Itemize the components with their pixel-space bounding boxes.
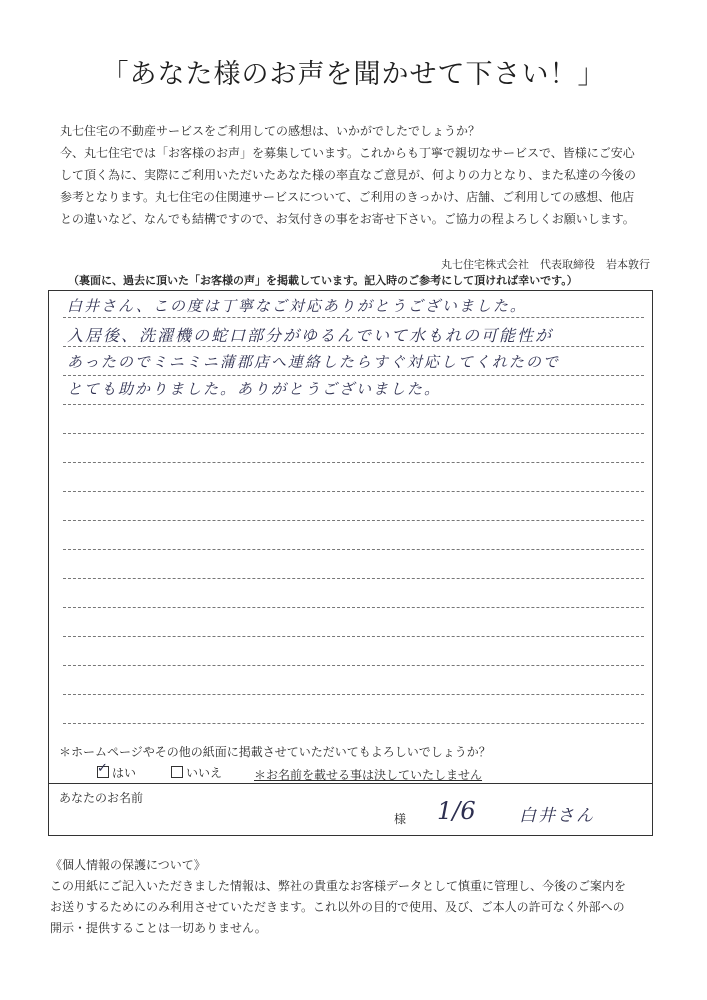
intro-line: して頂く為に、実際にご利用いただいたあなた様の率直なご意見が、何よりの力となり、また私達の今後の [60,168,637,182]
ruled-line [63,375,644,376]
company-signer: 丸七住宅株式会社 代表取締役 岩本敦行 [441,258,650,271]
ruled-line [63,723,644,724]
honorific-label: 様 [394,812,407,826]
ruled-line [63,665,644,666]
intro-paragraph [60,120,650,230]
privacy-notice [50,855,670,939]
no-checkbox[interactable] [171,766,183,778]
ruled-line [63,578,644,579]
section-divider [49,783,652,784]
name-label: あなたのお名前 [59,791,144,805]
ruled-line [63,636,644,637]
ruled-line [63,491,644,492]
ruled-line [63,607,644,608]
handwritten-comment-line: とても助かりました。ありがとうございました。 [67,380,442,398]
ruled-line [63,520,644,521]
reference-note: （裏面に、過去に頂いた「お客様の声」を掲載しています。記入時のご参考にして頂ければ幸いです。） [68,274,578,287]
privacy-heading: 《個人情報の保護について》 [50,858,206,872]
handwritten-date: 1/6 [437,797,476,825]
ruled-line [63,694,644,695]
yes-checkbox[interactable] [97,766,109,778]
ruled-line [63,549,644,550]
handwritten-comment-line: 白井さん、この度は丁寧なご対応ありがとうございました。 [67,297,527,315]
no-label: いいえ [186,766,223,780]
ruled-line [63,462,644,463]
name-privacy-note: ＊お名前を載せる事は決していたしません [254,768,483,782]
intro-line: 今、丸七住宅では「お客様のお声」を募集しています。これからも丁寧で親切なサービスで、皆様にご安心 [60,146,635,160]
consent-no-option[interactable] [171,764,222,781]
handwritten-comment-line: 入居後、洗濯機の蛇口部分がゆるんでいて水もれの可能性が [67,326,554,345]
handwritten-comment-line: あったのでミニミニ蒲郡店へ連絡したらすぐ対応してくれたので [67,353,560,371]
ruled-line [63,346,644,347]
page-title: 「あなた様のお声を聞かせて下さい！」 [101,59,606,90]
ruled-line [63,433,644,434]
feedback-form [48,290,653,836]
handwritten-signature: 白井さん [519,806,595,826]
ruled-line [63,404,644,405]
intro-line: との違いなど、なんでも結構ですので、お気付きの事をお寄せ下さい。ご協力の程よろしくお願いします。 [60,212,635,226]
privacy-line: お送りするためにのみ利用させていただきます。これ以外の目的で使用、及び、ご本人の許可なく外部への [50,900,625,914]
comment-area[interactable] [49,291,652,723]
consent-yes-option[interactable] [97,764,136,781]
privacy-line: この用紙にご記入いただきました情報は、弊社の貴重なお客様データとして慎重に管理し、今後のご案内を [50,879,627,893]
consent-question: ＊ホームページやその他の紙面に掲載させていただいてもよろしいでしょうか？ [59,745,491,759]
intro-line: 参考となります。丸七住宅の住関連サービスについて、ご利用のきっかけ、店舗、ご利用しての感想、他店 [60,190,635,204]
ruled-line [63,317,644,318]
intro-line: 丸七住宅の不動産サービスをご利用しての感想は、いかがでしたでしょうか？ [60,124,481,138]
yes-label: はい [112,766,137,780]
privacy-line: 開示・提供することは一切ありません。 [50,921,267,935]
